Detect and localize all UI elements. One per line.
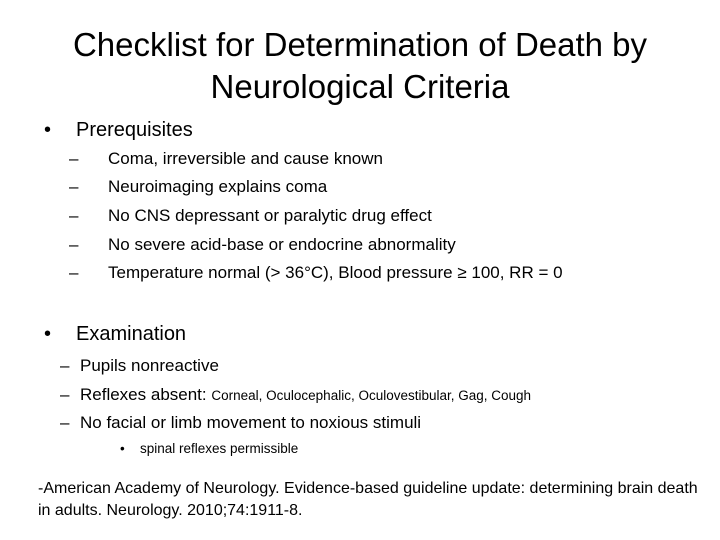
bullet-icon: • xyxy=(44,323,52,345)
dash-icon: – xyxy=(60,413,70,432)
examination-item-text: Reflexes absent: xyxy=(80,385,207,404)
prerequisite-item xyxy=(69,206,432,226)
prerequisite-item-text: Neuroimaging explains coma xyxy=(108,177,328,196)
examination-subitem xyxy=(120,441,298,457)
citation: -American Academy of Neurology. Evidence-based guideline update: determining brain death in adults. Neurology. 2010;74:1911-8. xyxy=(38,480,698,519)
dash-icon: – xyxy=(60,356,70,375)
slide-title xyxy=(20,24,700,108)
prerequisite-item-text: Temperature normal (> 36°C), Blood pressure ≥ 100, RR = 0 xyxy=(108,263,563,282)
bullet-icon: • xyxy=(120,441,125,456)
examination-item xyxy=(60,413,422,433)
prerequisites-heading xyxy=(44,118,193,142)
prerequisite-item xyxy=(69,149,383,169)
dash-icon: – xyxy=(69,149,79,168)
slide-title-line-1: Checklist for Determination of Death by xyxy=(72,26,648,63)
prerequisite-item-text: Coma, irreversible and cause known xyxy=(108,149,383,168)
examination-heading xyxy=(44,322,186,346)
prerequisites-heading-label: Prerequisites xyxy=(76,119,193,141)
prerequisite-item-text: No severe acid-base or endocrine abnormality xyxy=(108,235,456,254)
prerequisite-item xyxy=(69,263,563,283)
bullet-icon: • xyxy=(44,119,52,141)
examination-item xyxy=(60,356,219,376)
dash-icon: – xyxy=(69,235,79,254)
dash-icon: – xyxy=(60,385,70,404)
prerequisite-item xyxy=(69,177,328,197)
dash-icon: – xyxy=(69,263,79,282)
dash-icon: – xyxy=(69,206,79,225)
examination-item-text: Pupils nonreactive xyxy=(80,356,219,375)
examination-heading-label: Examination xyxy=(76,323,187,345)
examination-item xyxy=(60,385,532,406)
dash-icon: – xyxy=(69,177,79,196)
examination-item-text: No facial or limb movement to noxious stimuli xyxy=(80,413,422,432)
prerequisite-item-text: No CNS depressant or paralytic drug effect xyxy=(108,206,432,225)
reflexes-detail: Corneal, Oculocephalic, Oculovestibular, Gag, Cough xyxy=(211,388,532,403)
examination-subitem-text: spinal reflexes permissible xyxy=(140,441,299,456)
slide-title-line-2: Neurological Criteria xyxy=(210,68,510,105)
prerequisite-item xyxy=(69,235,456,255)
